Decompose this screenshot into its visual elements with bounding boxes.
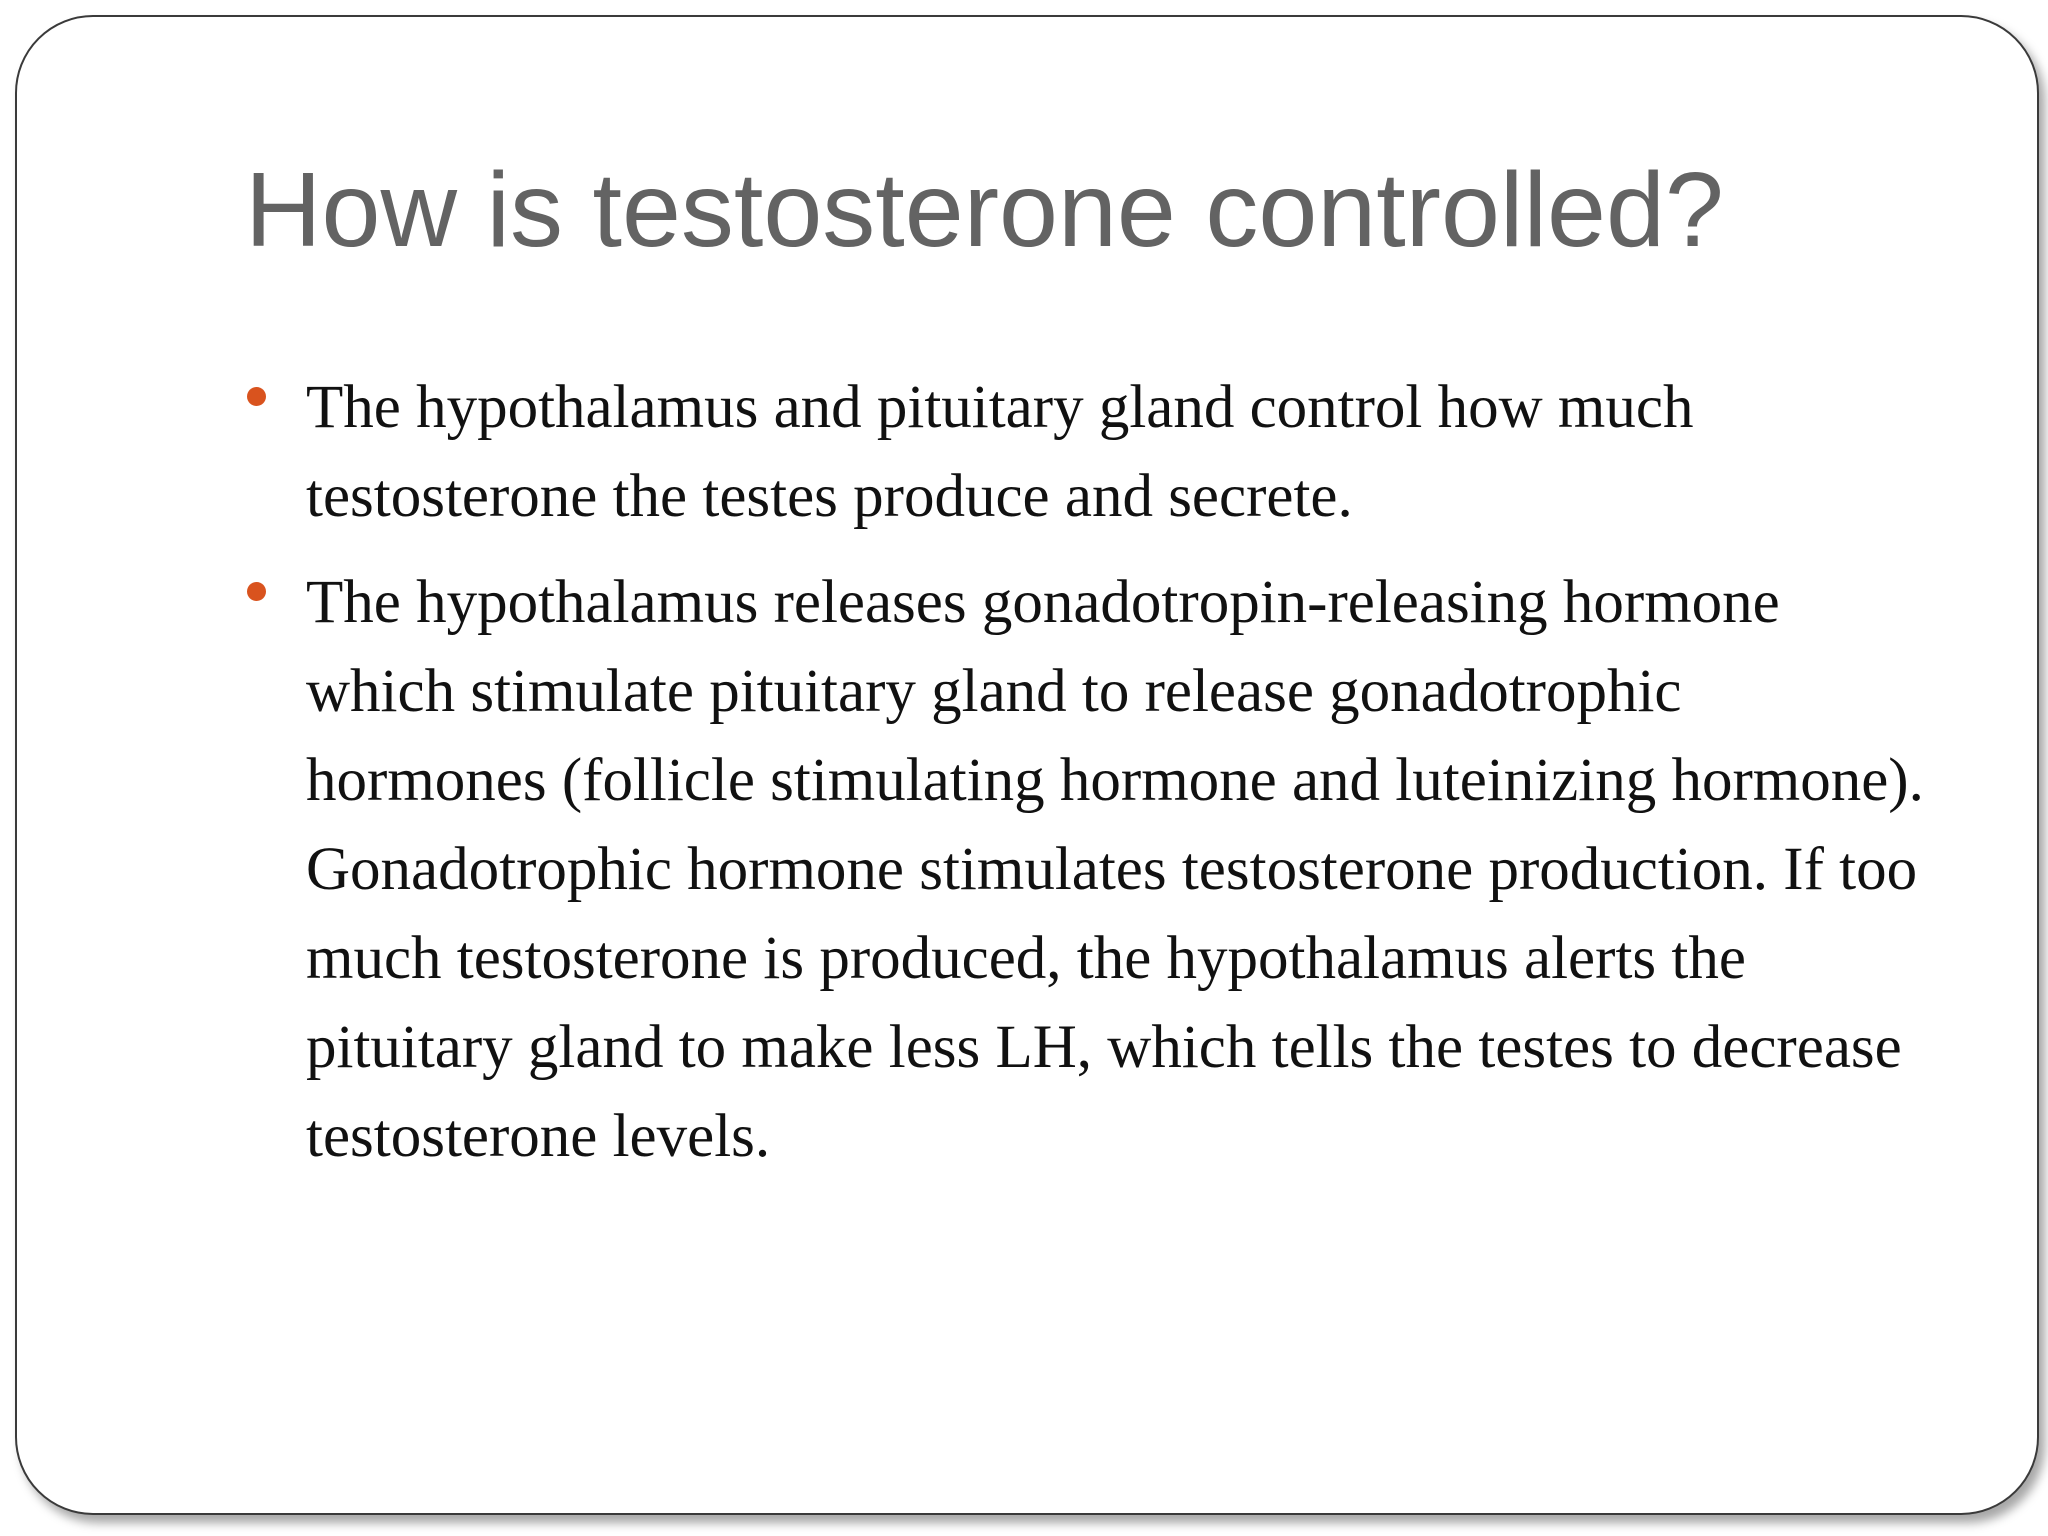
bullet-list: [245, 363, 1935, 1198]
bullet-dot-icon: [247, 387, 266, 406]
bullet-item: [245, 558, 1935, 1181]
bullet-item: [245, 363, 1935, 541]
slide-title: How is testosterone controlled?: [245, 151, 1724, 269]
slide: [15, 15, 2039, 1515]
bullet-text: The hypothalamus releases gonadotropin-releasing hormone which stimulate pituitary gland to release gonadotrophic hormones (follicle stimulating hormone and luteinizing hormone). Gonadotrophic hormone stimulates testosterone production. If too much testosterone is produced, the hypothalamus alerts the pituitary gland to make less LH, which tells the testes to decrease testosterone levels.: [306, 569, 1924, 1170]
bullet-text: The hypothalamus and pituitary gland control how much testosterone the testes produce and secrete.: [306, 374, 1694, 530]
bullet-dot-icon: [247, 582, 266, 601]
